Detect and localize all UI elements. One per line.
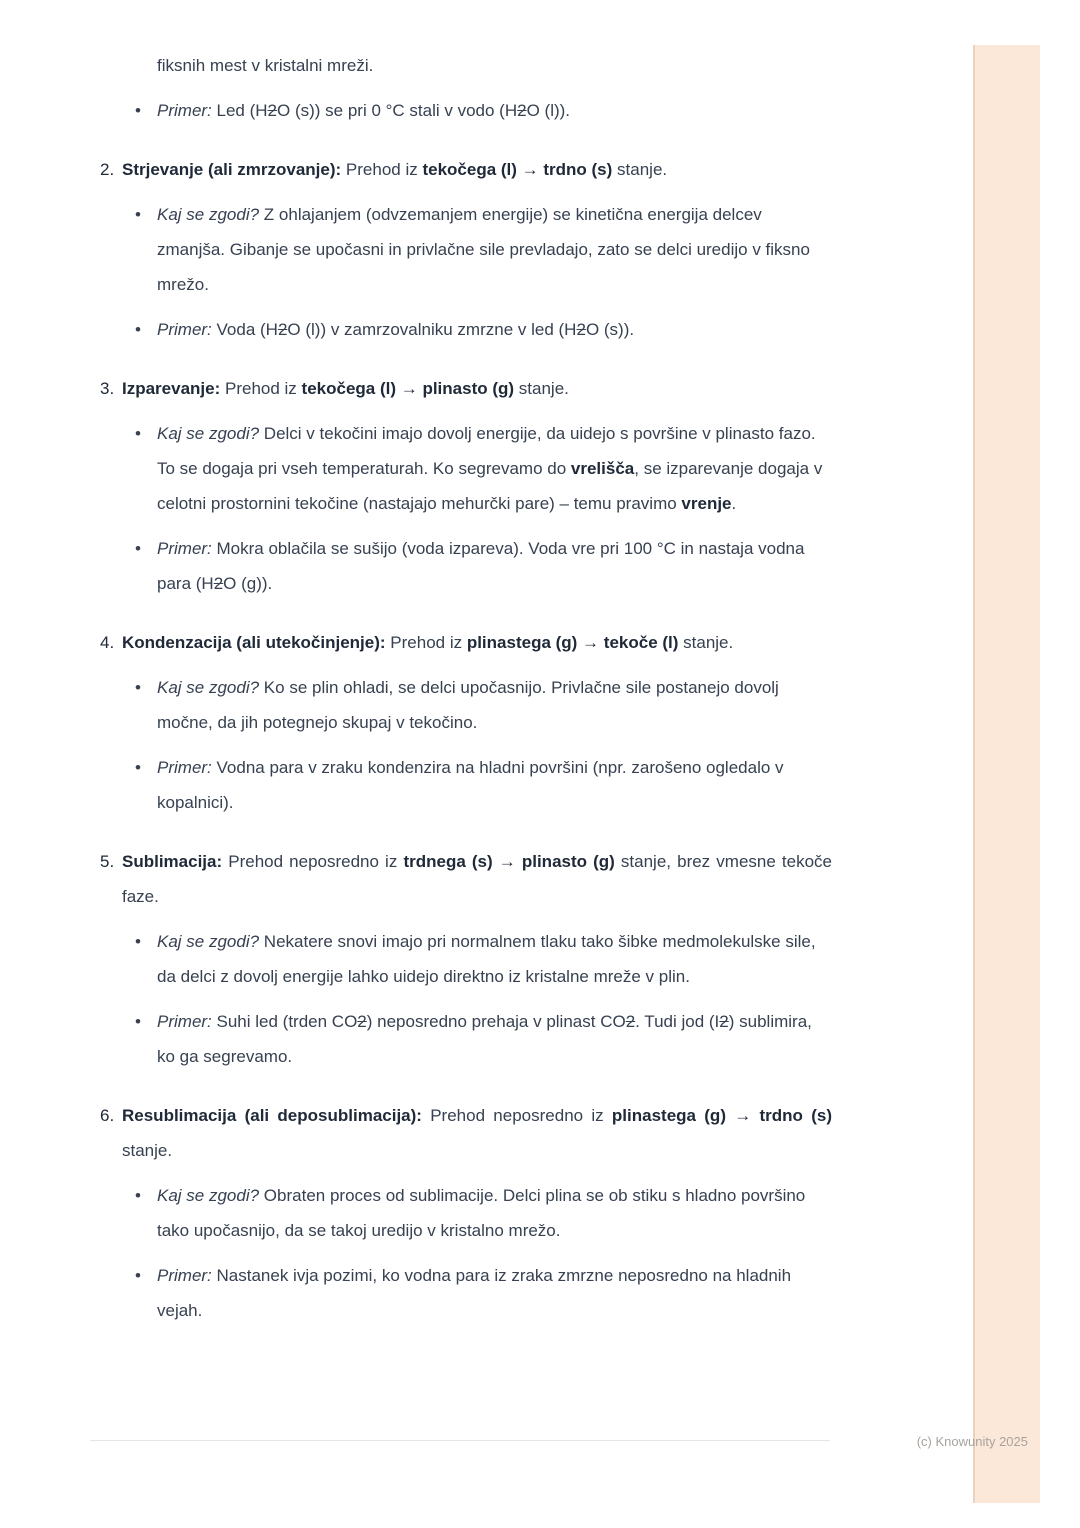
- text-segment: Ko se plin ohladi, se delci upočasnijo. Privlačne sile postanejo dovolj močne, da jih potegnejo skupaj v tekočino.: [157, 678, 779, 732]
- text-segment: tekočega (l) → plinasto (g): [301, 379, 515, 398]
- text-segment: Suhi led (trden CO: [211, 1012, 358, 1031]
- text-run: [157, 197, 832, 302]
- watermark: (c) Knowunity 2025: [916, 1434, 1028, 1449]
- text-segment: , se izparevanje dogaja v celotni prostornini tekočine (nastajajo mehurčki pare) – temu pravimo: [157, 459, 823, 513]
- text-segment: Kaj se zgodi?: [157, 1186, 260, 1205]
- text-segment: Resublimacija (ali deposublimacija):: [122, 1106, 422, 1125]
- bullet-icon: •: [135, 205, 141, 224]
- text-segment: Voda (H: [211, 320, 278, 339]
- text-run: [157, 312, 832, 347]
- text-segment: Primer:: [157, 1012, 212, 1031]
- text-run: [157, 1178, 832, 1248]
- numbered-item: [100, 844, 832, 914]
- text-segment: O (s)).: [585, 320, 635, 339]
- text-segment: Prehod iz: [220, 379, 302, 398]
- subscript-strike-text: 2: [213, 574, 224, 593]
- text-segment: Strjevanje (ali zmrzovanje):: [122, 160, 342, 179]
- text-segment: stanje.: [514, 379, 569, 398]
- text-segment: Z ohlajanjem (odvzemanjem energije) se kinetična energija delcev zmanjša. Gibanje se upočasni in privlačne sile prevladajo, zato se delci uredijo v fiksno mrežo.: [157, 205, 810, 294]
- text-segment: trdnega (s) → plinasto (g): [403, 852, 615, 871]
- text-segment: Led (H: [211, 101, 268, 120]
- text-run: [122, 152, 832, 187]
- text-segment: . Tudi jod (I: [635, 1012, 720, 1031]
- text-segment: Izparevanje:: [122, 379, 221, 398]
- text-run: [157, 416, 832, 521]
- text-segment: tekočega (l) → trdno (s): [422, 160, 613, 179]
- bullet-item: [100, 670, 832, 740]
- text-segment: Kaj se zgodi?: [157, 205, 260, 224]
- text-segment: Primer:: [157, 1266, 212, 1285]
- subscript-strike-text: 2: [267, 101, 277, 120]
- text-segment: Prehod iz: [341, 160, 423, 179]
- bullet-icon: •: [135, 101, 141, 120]
- text-run: [157, 750, 832, 820]
- footer-divider: [90, 1440, 830, 1441]
- text-segment: Primer:: [157, 101, 212, 120]
- text-run: [122, 625, 832, 660]
- bullet-item: [100, 531, 832, 601]
- text-segment: Nastanek ivja pozimi, ko vodna para iz zraka zmrzne neposredno na hladnih vejah.: [157, 1266, 792, 1320]
- text-run: [122, 1098, 832, 1168]
- text-segment: ) sublimira, ko ga segrevamo.: [157, 1012, 812, 1066]
- text-segment: Nekatere snovi imajo pri normalnem tlaku tako šibke medmolekulske sile, da delci z dovolj energije lahko uidejo direktno iz kristalne mreže v plin.: [157, 932, 816, 986]
- text-segment: Vodna para v zraku kondenzira na hladni površini (npr. zarošeno ogledalo v kopalnici).: [157, 758, 784, 812]
- text-run: [122, 844, 832, 914]
- text-run: [122, 371, 832, 406]
- text-segment: ) neposredno prehaja v plinast CO: [366, 1012, 626, 1031]
- text-segment: Primer:: [157, 539, 212, 558]
- text-run: [157, 924, 832, 994]
- numbered-item: [100, 371, 832, 406]
- subscript-strike-text: 2: [517, 101, 527, 120]
- text-segment: Obraten proces od sublimacije. Delci plina se ob stiku s hladno površino tako upočasnijo, da se takoj uredijo v kristalno mrežo.: [157, 1186, 806, 1240]
- bullet-item: [100, 416, 832, 521]
- item-number: 2.: [100, 160, 115, 179]
- bullet-icon: •: [135, 758, 141, 777]
- text-segment: stanje.: [612, 160, 668, 179]
- text-segment: Sublimacija:: [122, 852, 223, 871]
- bullet-icon: •: [135, 1186, 141, 1205]
- item-number: 6.: [100, 1106, 115, 1125]
- text-segment: stanje.: [678, 633, 734, 652]
- text-segment: Kaj se zgodi?: [157, 678, 260, 697]
- text-segment: O (s)) se pri 0 °C stali v vodo (H: [277, 101, 518, 120]
- item-number: 5.: [100, 852, 115, 871]
- item-number: 4.: [100, 633, 115, 652]
- document-body: [100, 48, 832, 1328]
- text-segment: Kaj se zgodi?: [157, 932, 260, 951]
- text-segment: Prehod iz: [385, 633, 467, 652]
- text-segment: stanje.: [122, 1141, 173, 1160]
- text-segment: O (l)) v zamrzovalniku zmrzne v led (H: [287, 320, 577, 339]
- bullet-item: [100, 750, 832, 820]
- text-segment: Delci v tekočini imajo dovolj energije, da uidejo s površine v plinasto fazo. To se dogaja pri vseh temperaturah. Ko segrevamo do: [157, 424, 816, 478]
- text-segment: Primer:: [157, 320, 212, 339]
- text-segment: Primer:: [157, 758, 212, 777]
- text-segment: Prehod neposredno iz: [421, 1106, 612, 1125]
- subscript-strike-text: 2: [625, 1012, 636, 1031]
- numbered-item: [100, 1098, 832, 1168]
- text-segment: vrelišča: [570, 459, 635, 478]
- text-run: [157, 670, 832, 740]
- item-number: 3.: [100, 379, 115, 398]
- subscript-strike-text: 2: [719, 1012, 729, 1031]
- bullet-icon: •: [135, 932, 141, 951]
- bullet-item: [100, 1004, 832, 1074]
- text-run: [157, 48, 832, 83]
- subscript-strike-text: 2: [576, 320, 586, 339]
- bullet-item: [100, 1178, 832, 1248]
- text-run: [157, 1258, 832, 1328]
- bullet-icon: •: [135, 539, 141, 558]
- bullet-item: [100, 197, 832, 302]
- text-segment: Kaj se zgodi?: [157, 424, 260, 443]
- text-segment: plinastega (g) → trdno (s): [611, 1106, 832, 1125]
- bullet-item: [100, 312, 832, 347]
- subscript-strike-text: 2: [357, 1012, 367, 1031]
- text-segment: fiksnih mest v kristalni mreži.: [157, 56, 374, 75]
- bullet-icon: •: [135, 1266, 141, 1285]
- bullet-icon: •: [135, 424, 141, 443]
- text-segment: plinastega (g) → tekoče (l): [466, 633, 679, 652]
- text-run: [157, 531, 832, 601]
- text-segment: .: [731, 494, 737, 513]
- numbered-item: [100, 152, 832, 187]
- bullet-icon: •: [135, 320, 141, 339]
- text-segment: Kondenzacija (ali utekočinjenje):: [122, 633, 386, 652]
- text-segment: stanje, brez vmesne tekoče faze.: [122, 852, 832, 906]
- bullet-item: [100, 1258, 832, 1328]
- bullet-icon: •: [135, 1012, 141, 1031]
- text-run: [157, 93, 832, 128]
- subscript-strike-text: 2: [277, 320, 288, 339]
- text-segment: O (l)).: [526, 101, 571, 120]
- bullet-item: [100, 93, 832, 128]
- text-run: [157, 1004, 832, 1074]
- text-segment: vrenje: [681, 494, 732, 513]
- bullet-icon: •: [135, 678, 141, 697]
- text-segment: Mokra oblačila se sušijo (voda izpareva). Voda vre pri 100 °C in nastaja vodna para (H: [157, 539, 805, 593]
- bullet-item: [100, 924, 832, 994]
- numbered-item: [100, 625, 832, 660]
- text-segment: Prehod neposredno iz: [222, 852, 404, 871]
- page-edge-accent-stripe: [973, 45, 1040, 1503]
- text-segment: O (g)).: [223, 574, 273, 593]
- paragraph-continuation: [100, 48, 832, 83]
